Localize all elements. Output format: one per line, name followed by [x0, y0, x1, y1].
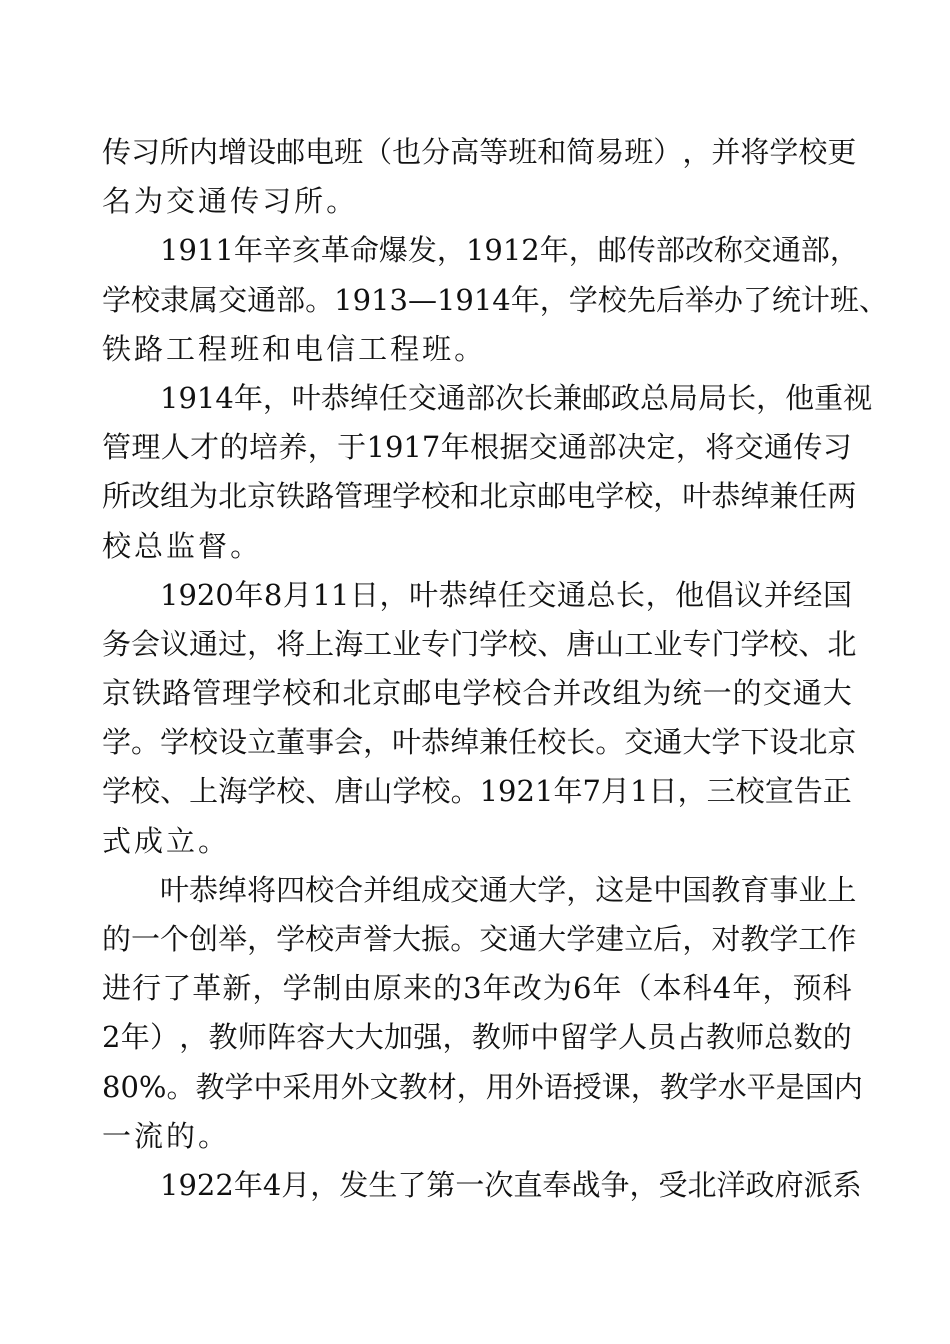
text-line: 1911 年 辛 亥 革 命 爆 发 ， 1912 年 ， 邮 传 部 改 称 交 通 部 ， — [160, 233, 859, 268]
text-line: 1920 年 8 月 11 日 ， 叶 恭 绰 任 交 通 总 长 ， 他 倡 议 并 经 国 — [160, 577, 852, 612]
text-line: 名 为 交 通 传 习 所 。 — [102, 184, 359, 219]
text-line: 叶 恭 绰 将 四 校 合 并 组 成 交 通 大 学 ， 这 是 中 国 教 育 事 业 上 — [160, 872, 857, 907]
text-line: 铁 路 工 程 班 和 电 信 工 程 班 。 — [102, 331, 487, 366]
text-line: 所 改 组 为 北 京 铁 路 管 理 学 校 和 北 京 邮 电 学 校 ， 叶 恭 绰 兼 任 两 — [102, 479, 857, 514]
text-line: 传 习 所 内 增 设 邮 电 班 （ 也 分 高 等 班 和 简 易 班 ） ， 并 将 学 校 更 — [102, 135, 857, 169]
text-line: 一 流 的 。 — [102, 1118, 231, 1153]
text-line: 学 校 、 上 海 学 校 、 唐 山 学 校 。 1921 年 7 月 1 日 ， 三 校 宣 告 正 — [102, 774, 852, 809]
text-line: 学 。 学 校 设 立 董 事 会 ， 叶 恭 绰 兼 任 校 长 。 交 通 大 学 下 设 北 京 — [102, 725, 857, 760]
text-line: 80% 。 教 学 中 采 用 外 文 教 材 ， 用 外 语 授 课 ， 教 学 水 平 是 国 内 — [102, 1069, 863, 1104]
text-line: 1922 年 4 月 ， 发 生 了 第 一 次 直 奉 战 争 ， 受 北 洋 政 府 派 系 — [160, 1167, 862, 1202]
text-line: 2 年 ） ， 教 师 阵 容 大 大 加 强 ， 教 师 中 留 学 人 员 占 教 师 总 数 的 — [102, 1020, 852, 1055]
text-line: 式 成 立 。 — [102, 823, 231, 858]
text-line: 务 会 议 通 过 ， 将 上 海 工 业 专 门 学 校 、 唐 山 工 业 专 门 学 校 、 北 — [102, 626, 857, 661]
text-line: 学 校 隶 属 交 通 部 。 1913 — 1914 年 ， 学 校 先 后 举 办 了 统 计 班 、 — [102, 282, 888, 317]
document-body — [102, 128, 888, 1210]
text-line: 进 行 了 革 新 ， 学 制 由 原 来 的 3 年 改 为 6 年 （ 本 科 4 年 ， 预 科 — [102, 971, 852, 1006]
text-line: 京 铁 路 管 理 学 校 和 北 京 邮 电 学 校 合 并 改 组 为 统 一 的 交 通 大 — [102, 676, 852, 711]
text-line: 1914 年 ， 叶 恭 绰 任 交 通 部 次 长 兼 邮 政 总 局 局 长 ， 他 重 视 — [160, 380, 873, 415]
text-line: 的 一 个 创 举 ， 学 校 声 誉 大 振 。 交 通 大 学 建 立 后 ， 对 教 学 工 作 — [102, 922, 857, 956]
text-line: 管 理 人 才 的 培 养 ， 于 1917 年 根 据 交 通 部 决 定 ， 将 交 通 传 习 — [102, 430, 852, 465]
text-line: 校 总 监 督 。 — [102, 528, 263, 563]
